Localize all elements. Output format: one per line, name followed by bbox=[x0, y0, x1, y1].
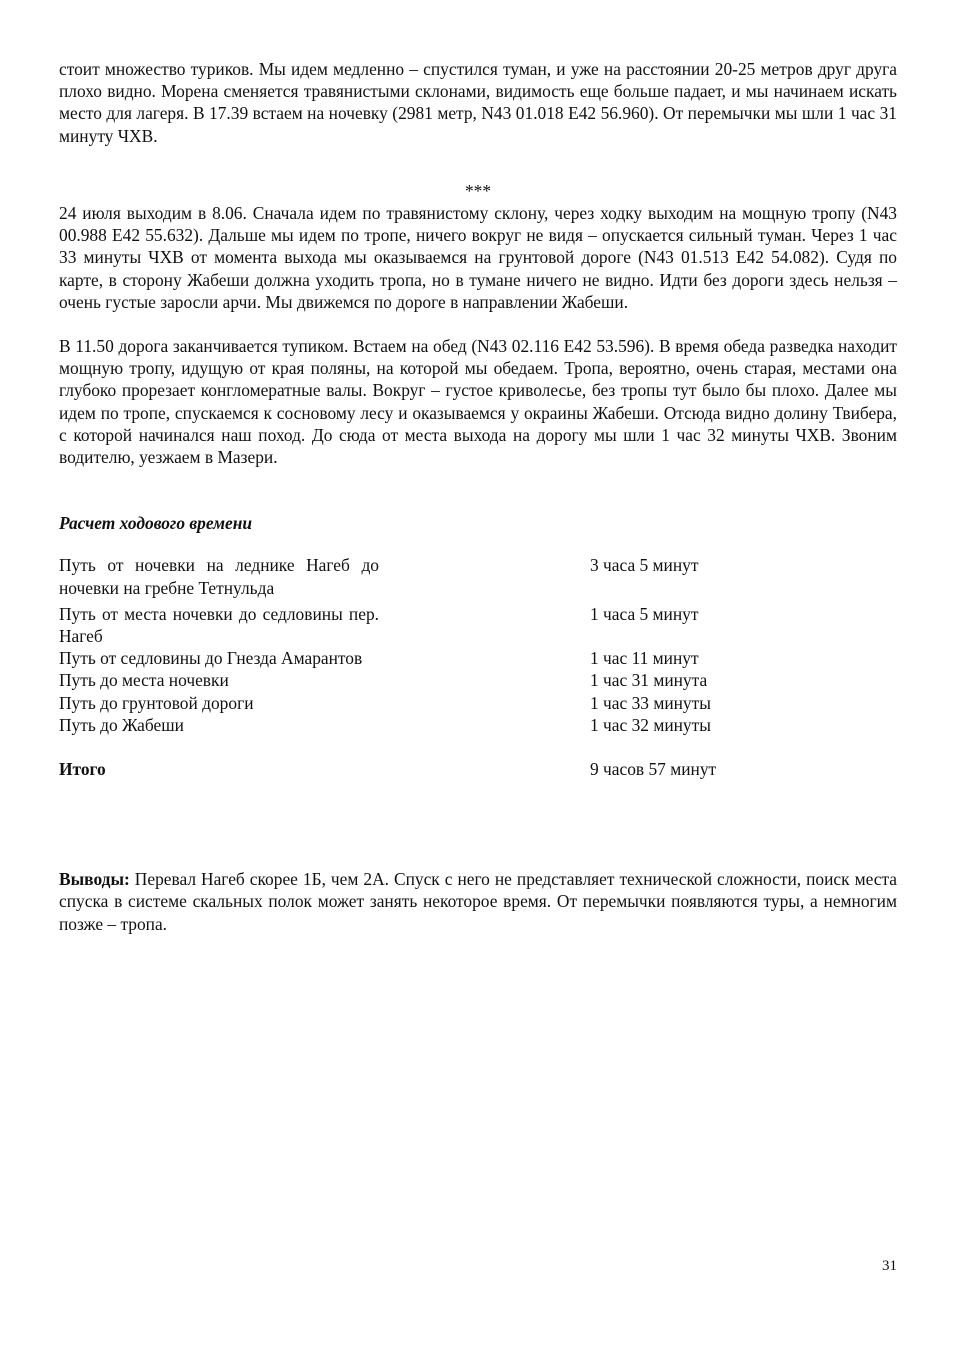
section-separator: *** bbox=[464, 180, 492, 201]
timing-table bbox=[59, 554, 897, 780]
document-page bbox=[59, 58, 897, 935]
timing-row-value: 1 час 33 минуты bbox=[590, 692, 711, 713]
timing-row-label: Путь от ночевки на леднике Нагеб до ночевки на гребне Тетнульда bbox=[59, 555, 379, 598]
paragraph-july-24: 24 июля выходим в 8.06. Сначала идем по травянистому склону, через ходку выходим на мощную тропу (N43 00.988 E42 55.632). Дальше мы идем по тропе, ничего вокруг не видя – опускается сильный туман. Через 1 час 33 минуты ЧХВ от момента выхода мы оказываемся на грунтовой дороге (N43 01.513 E42 54.082). Судя по карте, в сторону Жабеши должна уходить тропа, но в тумане ничего не видно. Идти без дороги здесь нельзя – очень густые заросли арчи. Мы движемся по дороге в направлении Жабеши. bbox=[59, 203, 897, 312]
paragraph-overnight-camp: стоит множество туриков. Мы идем медленно – спустился туман, и уже на расстоянии 20-25 метров друг друга плохо видно. Морена сменяется травянистыми склонами, видимость еще больше падает, и мы начинаем искать место для лагеря. В 17.39 встаем на ночевку (2981 метр, N43 01.018 E42 56.960). От перемычки мы шли 1 час 31 минуту ЧХВ. bbox=[59, 59, 897, 146]
timing-row-value: 3 часа 5 минут bbox=[590, 555, 699, 576]
table-row bbox=[59, 692, 897, 714]
timing-total-label: Итого bbox=[59, 759, 106, 780]
timing-row-label: Путь до Жабеши bbox=[59, 714, 184, 735]
timing-row-value: 1 час 11 минут bbox=[590, 648, 699, 669]
paragraph-lunch-descent: В 11.50 дорога заканчивается тупиком. Встаем на обед (N43 02.116 E42 53.596). В время обеда разведка находит мощную тропу, идущую от края поляны, на которой мы обедаем. Тропа, вероятно, очень старая, местами она глубоко прорезает конгломератные валы. Вокруг – густое криволесье, без тропы тут было бы плохо. Далее мы идем по тропе, спускаемся к сосновому лесу и оказываемся у окраины Жабеши. Отсюда видно долину Твибера, с которой начинался наш поход. До сюда от места выхода на дорогу мы шли 1 час 32 минуты ЧХВ. Звоним водителю, уезжаем в Мазери. bbox=[59, 336, 897, 468]
page-number: 31 bbox=[882, 1258, 897, 1274]
timing-row-value: 1 часа 5 минут bbox=[590, 603, 699, 624]
table-row bbox=[59, 599, 897, 647]
timing-row-label: Путь от места ночевки до седловины пер. Нагеб bbox=[59, 603, 379, 647]
timing-row-label: Путь до места ночевки bbox=[59, 670, 229, 691]
table-row bbox=[59, 647, 897, 669]
table-row bbox=[59, 669, 897, 691]
timing-row-label: Путь до грунтовой дороги bbox=[59, 692, 254, 713]
timing-section-title: Расчет ходового времени bbox=[59, 513, 253, 534]
timing-row-label: Путь от седловины до Гнезда Амарантов bbox=[59, 648, 363, 669]
table-row bbox=[59, 714, 897, 736]
conclusions-label: Выводы: bbox=[59, 869, 130, 890]
timing-row-value: 1 час 32 минуты bbox=[590, 714, 711, 735]
timing-row-value: 1 час 31 минута bbox=[590, 670, 708, 691]
timing-total-value: 9 часов 57 минут bbox=[590, 759, 717, 780]
conclusions-text: Перевал Нагеб скорее 1Б, чем 2А. Спуск с него не представляет технической сложности, поиск места спуска в системе скальных полок может занять некоторое время. От перемычки появляются туры, а немногим позже – тропа. bbox=[59, 869, 897, 934]
conclusions-paragraph bbox=[59, 868, 897, 935]
table-row bbox=[59, 554, 897, 598]
timing-total-row bbox=[59, 736, 897, 780]
